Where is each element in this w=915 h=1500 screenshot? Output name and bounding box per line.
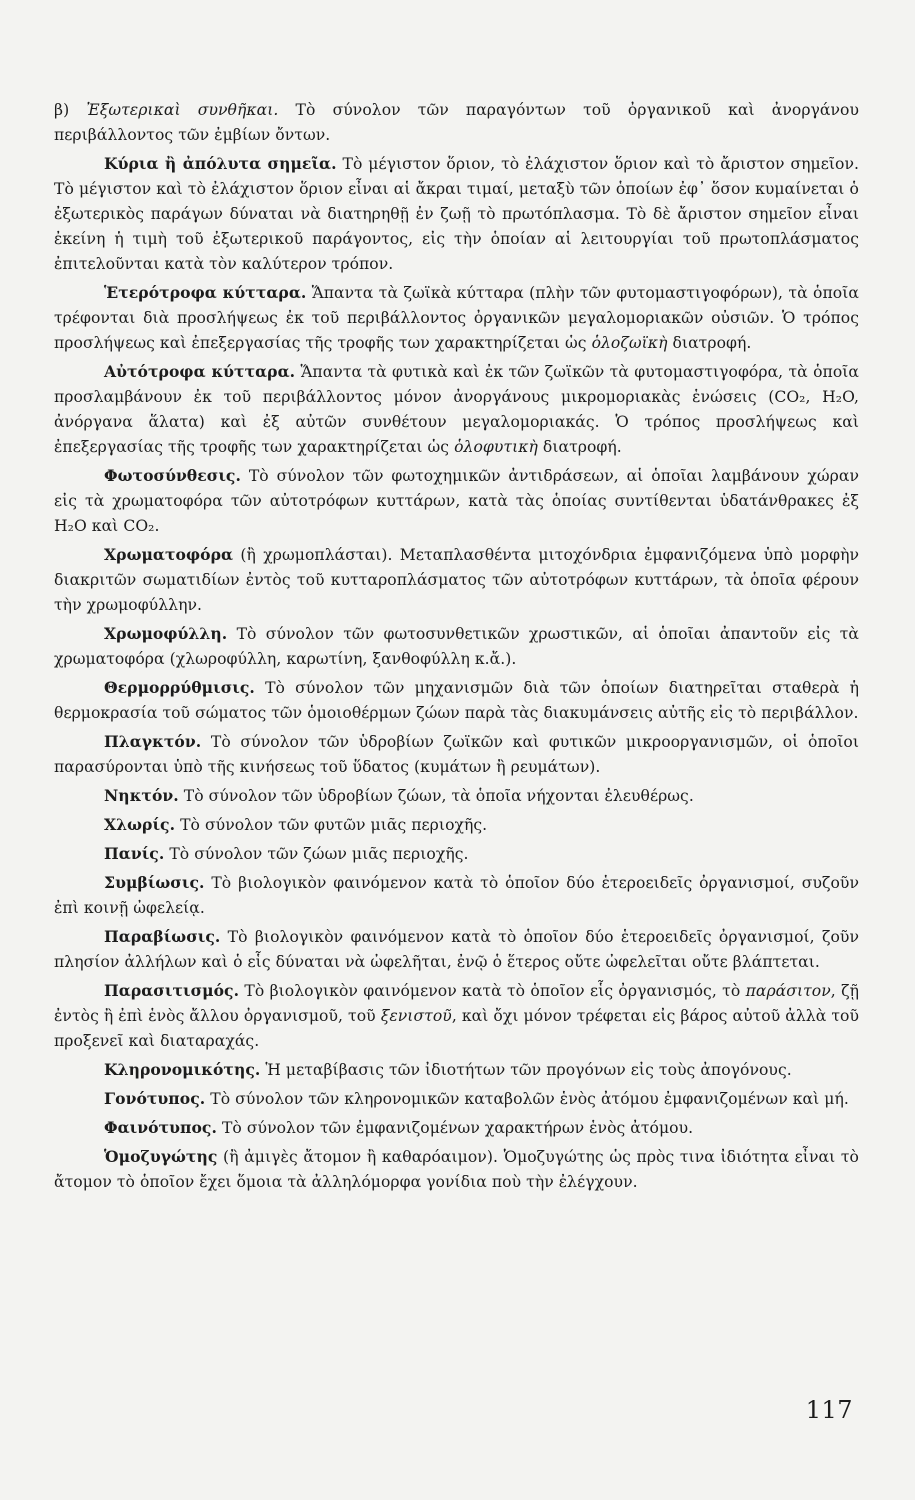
- entry-term: Παρασιτισμός.: [104, 981, 240, 1000]
- glossary-entry: [54, 1057, 859, 1083]
- glossary-text: [54, 98, 859, 1198]
- glossary-entry: [54, 280, 859, 356]
- entry-term: Πανίς.: [104, 844, 165, 863]
- glossary-entry: [54, 463, 859, 539]
- entry-definition: Ἅπαντα τὰ ζωϊκὰ κύτταρα (πλὴν τῶν φυτομαστιγοφόρων), τὰ ὁποῖα τρέφονται διὰ προσλήψεως ἐκ τοῦ περιβάλλοντος ὀργανικῶν μεγαλομοριακῶν οὐσιῶν. Ὁ τρόπος προσλήψεως καὶ ἐπεξεργασίας τῆς τροφῆς των χαρακτηρίζεται ὡς: [54, 284, 859, 352]
- entry-definition: Τὸ βιολογικὸν φαινόμενον κατὰ τὸ ὁποῖον δύο ἑτεροειδεῖς ὀργανισμοί, ζοῦν πλησίον ἀλλήλων καὶ ὁ εἷς δύναται νὰ ὠφελῆται, ἐνῷ ὁ ἕτερος οὔτε ὠφελεῖται οὔτε βλάπτεται.: [54, 928, 859, 971]
- entry-term: Γονότυπος.: [104, 1089, 206, 1108]
- entry-term: Κύρια ἢ ἀπόλυτα σημεῖα.: [104, 154, 337, 173]
- glossary-entry: [54, 978, 859, 1054]
- entry-term: Φαινότυπος.: [104, 1118, 217, 1137]
- entry-definition: Τὸ μέγιστον ὅριον, τὸ ἐλάχιστον ὅριον καὶ τὸ ἄριστον σημεῖον. Τὸ μέγιστον καὶ τὸ ἐλάχιστον ὅριον εἶναι αἱ ἄκραι τιμαί, μεταξὺ τῶν ὁποίων ἐφ᾽ ὅσον κυμαίνεται ὁ ἐξωτερικὸς παράγων δύναται νὰ διατηρηθῇ ἐν ζωῇ τὸ πρωτόπλασμα. Τὸ δὲ ἄριστον σημεῖον εἶναι ἐκείνη ἡ τιμὴ τοῦ ἐξωτερικοῦ παράγοντος, εἰς τὴν ὁποίαν αἱ λειτουργίαι τοῦ πρωτοπλάσματος ἐπιτελοῦνται κατὰ τὸν καλύτερον τρόπον.: [54, 155, 859, 273]
- entry-definition: (ἢ χρωμοπλάσται). Μεταπλασθέντα μιτοχόνδρια ἐμφανιζόμενα ὑπὸ μορφὴν διακριτῶν σωματιδίων ἐντὸς τοῦ κυτταροπλάσματος τῶν αὐτοτρόφων κυττάρων, τὰ ὁποῖα φέρουν τὴν χρωμοφύλλην.: [54, 546, 859, 614]
- entry-definition: Τὸ σύνολον τῶν ἐμφανιζομένων χαρακτήρων ἑνὸς ἀτόμου.: [216, 1119, 694, 1137]
- entry-definition: Τὸ βιολογικὸν φαινόμενον κατὰ τὸ ὁποῖον δύο ἑτεροειδεῖς ὀργανισμοί, συζοῦν ἐπὶ κοινῇ ὠφελείᾳ.: [54, 874, 859, 917]
- entry-definition: Τὸ σύνολον τῶν μηχανισμῶν διὰ τῶν ὁποίων διατηρεῖται σταθερὰ ἡ θερμοκρασία τοῦ σώματος τῶν ὁμοιοθέρμων ζώων παρὰ τὰς διακυμάνσεις αὐτῆς εἰς τὸ περιβάλλον.: [54, 679, 859, 722]
- entry-term: Χλωρίς.: [104, 815, 176, 834]
- entry-term: Ὁμοζυγώτης: [104, 1147, 218, 1166]
- entry-term: Συμβίωσις.: [104, 873, 205, 892]
- entry-definition: (ἢ ἀμιγὲς ἄτομον ἢ καθαρόαιμον). Ὁμοζυγώτης ὡς πρὸς τινα ἰδιότητα εἶναι τὸ ἄτομον τὸ ὁποῖον ἔχει ὅμοια τὰ ἀλληλόμορφα γονίδια ποὺ τὴν ἐλέγχουν.: [54, 1148, 859, 1191]
- entry-definition: Τὸ σύνολον τῶν φυτῶν μιᾶς περιοχῆς.: [175, 816, 488, 834]
- glossary-entry: [54, 783, 859, 809]
- entry-definition-end: διατροφή.: [537, 438, 622, 456]
- entry-emphasis: ξενιστοῦ: [380, 1007, 452, 1025]
- entry-definition: Τὸ βιολογικὸν φαινόμενον κατὰ τὸ ὁποῖον εἷς ὀργανισμός, τὸ: [239, 982, 746, 1000]
- entry-term: Ἑτερότροφα κύτταρα.: [104, 283, 307, 302]
- glossary-entry: [54, 98, 859, 148]
- entry-definition-mid: , ζῇ ἐντὸς ἢ ἐπὶ ἑνὸς ἄλλου ὀργανισμοῦ, τοῦ: [54, 982, 859, 1025]
- entry-definition: Τὸ σύνολον τῶν ὑδροβίων ζώων, τὰ ὁποῖα νήχονται ἐλευθέρως.: [178, 787, 694, 805]
- glossary-entry: [54, 729, 859, 780]
- entry-term: Παραβίωσις.: [104, 927, 221, 946]
- entry-term: Φωτοσύνθεσις.: [104, 466, 241, 485]
- glossary-entry: [54, 1115, 859, 1141]
- entry-term: Θερμορρύθμισις.: [104, 678, 255, 697]
- glossary-entry: [54, 870, 859, 921]
- entry-term: Νηκτόν.: [104, 786, 179, 805]
- entry-definition: Ἡ μεταβίβασις τῶν ἰδιοτήτων τῶν προγόνων εἰς τοὺς ἀπογόνους.: [260, 1061, 792, 1079]
- entry-term: Χρωματοφόρα: [104, 545, 234, 564]
- entry-definition-end: διατροφή.: [667, 334, 752, 352]
- entry-emphasis: παράσιτον: [745, 982, 831, 1000]
- glossary-entry: [54, 812, 859, 838]
- entry-definition: Τὸ σύνολον τῶν παραγόντων τοῦ ὀργανικοῦ καὶ ἀνοργάνου περιβάλλοντος τῶν ἐμβίων ὄντων.: [54, 101, 859, 144]
- entry-definition: Ἅπαντα τὰ φυτικὰ καὶ ἐκ τῶν ζωϊκῶν τὰ φυτομαστιγοφόρα, τὰ ὁποῖα προσλαμβάνουν ἐκ τοῦ περιβάλλοντος μόνον ἀνοργάνους μικρομοριακὰς ἑνώσεις (CO₂, H₂O, ἀνόργανα ἅλατα) καὶ ἐξ αὐτῶν συνθέτουν μεγαλομοριακάς. Ὁ τρόπος προσλήψεως καὶ ἐπεξεργασίας τῆς τροφῆς των χαρακτηρίζεται ὡς: [54, 363, 860, 456]
- glossary-entry: [54, 359, 859, 460]
- entry-term: Πλαγκτόν.: [104, 732, 202, 751]
- glossary-entry: [54, 675, 859, 726]
- glossary-entry: [54, 1086, 859, 1112]
- entry-prefix: β): [54, 101, 87, 119]
- entry-definition: Τὸ σύνολον τῶν φωτοχημικῶν ἀντιδράσεων, αἱ ὁποῖαι λαμβάνουν χώραν εἰς τὰ χρωματοφόρα τῶν αὐτοτρόφων κυττάρων, κατὰ τὰς ὁποίας συντίθενται ὑδατάνθρακες ἐξ H₂O καὶ CO₂.: [54, 467, 859, 535]
- entry-definition: Τὸ σύνολον τῶν κληρονομικῶν καταβολῶν ἑνὸς ἀτόμου ἐμφανιζομένων καὶ μή.: [205, 1090, 849, 1108]
- entry-emphasis: ὁλοφυτικὴ: [454, 438, 538, 456]
- entry-term: Ἐξωτερικαὶ συνθῆκαι.: [86, 101, 279, 119]
- entry-term: Χρωμοφύλλη.: [104, 624, 228, 643]
- entry-definition-end: , καὶ ὄχι μόνον τρέφεται εἰς βάρος αὐτοῦ ἀλλὰ τοῦ προξενεῖ καὶ διαταραχάς.: [54, 1007, 859, 1050]
- entry-term: Αὐτότροφα κύτταρα.: [104, 362, 296, 381]
- page-number: 117: [805, 1396, 853, 1424]
- glossary-entry: [54, 924, 859, 975]
- entry-term: Κληρονομικότης.: [104, 1060, 261, 1079]
- entry-definition: Τὸ σύνολον τῶν ὑδροβίων ζωϊκῶν καὶ φυτικῶν μικροοργανισμῶν, οἱ ὁποῖοι παρασύρονται ὑπὸ τῆς κινήσεως τοῦ ὕδατος (κυμάτων ἢ ρευμάτων).: [54, 733, 859, 776]
- glossary-entry: [54, 1144, 859, 1195]
- glossary-entry: [54, 621, 859, 672]
- glossary-entry: [54, 542, 859, 618]
- entry-definition: Τὸ σύνολον τῶν ζώων μιᾶς περιοχῆς.: [164, 845, 469, 863]
- entry-definition: Τὸ σύνολον τῶν φωτοσυνθετικῶν χρωστικῶν, αἱ ὁποῖαι ἀπαντοῦν εἰς τὰ χρωματοφόρα (χλωροφύλλη, καρωτίνη, ξανθοφύλλη κ.ἄ.).: [54, 625, 859, 668]
- entry-emphasis: ὁλοζωϊκὴ: [591, 334, 668, 352]
- glossary-entry: [54, 151, 859, 277]
- glossary-entry: [54, 841, 859, 867]
